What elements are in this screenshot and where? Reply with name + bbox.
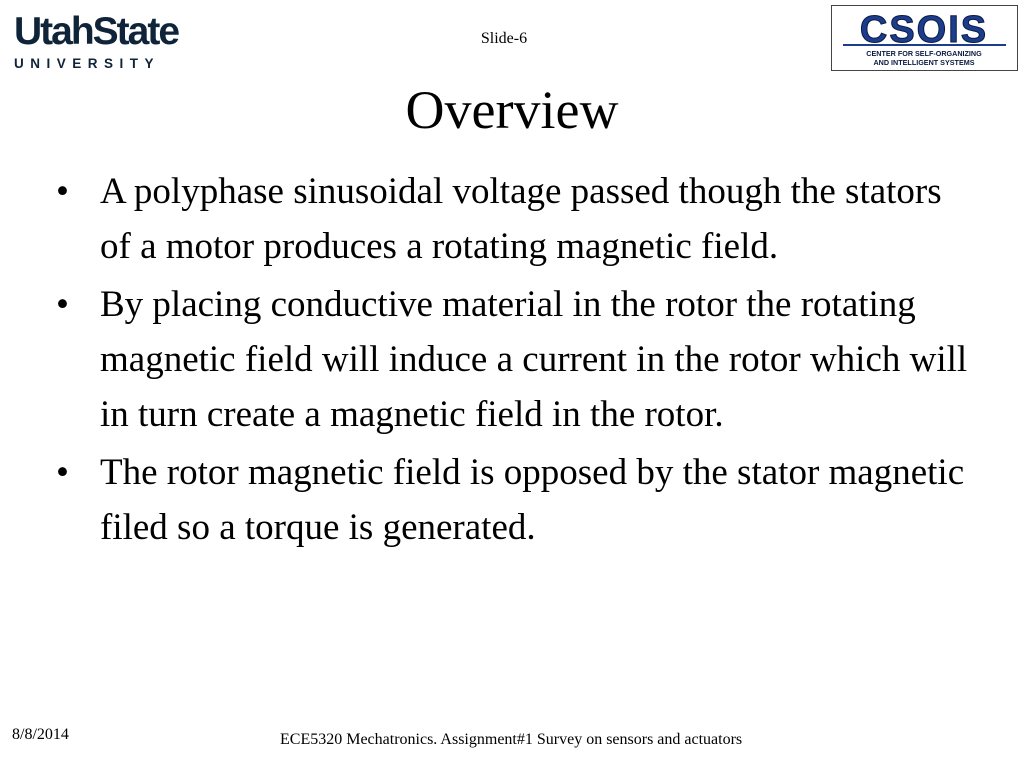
bullet-text: The rotor magnetic field is opposed by the stator magnetic filed so a torque is generated. (100, 452, 965, 548)
bullet-list (56, 164, 976, 558)
bullet-item (56, 445, 976, 555)
bullet-icon: • (56, 171, 69, 212)
bullet-icon: • (56, 452, 69, 493)
logo-wordmark: UtahState (14, 10, 179, 53)
slide-title: Overview (405, 80, 619, 140)
slide-number: Slide-6 (480, 30, 528, 47)
bullet-text: A polyphase sinusoidal voltage passed though the stators of a motor produces a rotating magnetic field. (100, 171, 942, 267)
bullet-icon: • (56, 284, 69, 325)
logo-line-1: CENTER FOR SELF-ORGANIZING (866, 49, 982, 58)
csois-logo (831, 5, 1018, 71)
bullet-item (56, 277, 976, 442)
logo-subtitle: UNIVERSITY (14, 56, 161, 71)
footer-date: 8/8/2014 (12, 726, 69, 743)
logo-line-2: AND INTELLIGENT SYSTEMS (873, 58, 975, 67)
bullet-item (56, 164, 976, 274)
logo-csois-text: CSOIS (859, 9, 989, 51)
footer-course-text: ECE5320 Mechatronics. Assignment#1 Survey on sensors and actuators (280, 731, 743, 748)
bullet-text: By placing conductive material in the rotor the rotating magnetic field will induce a current in the rotor which will in turn create a magnetic field in the rotor. (100, 284, 968, 435)
